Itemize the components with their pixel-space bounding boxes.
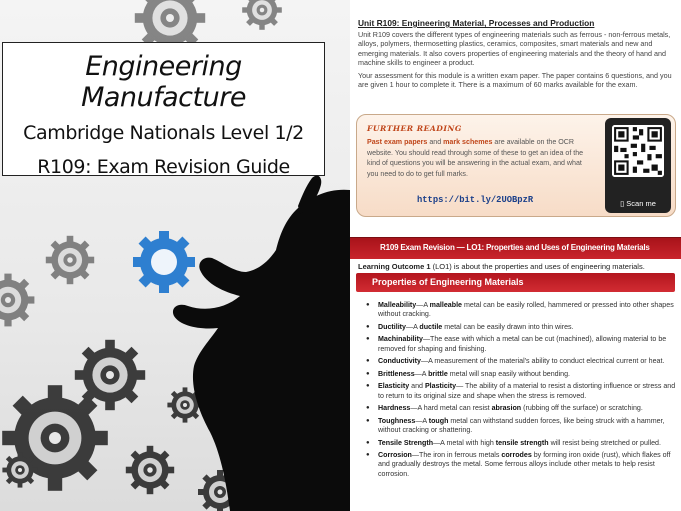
qr-code-card[interactable]	[605, 118, 671, 213]
properties-heading: Properties of Engineering Materials	[372, 277, 524, 287]
cover-guide-title: R109: Exam Revision Guide	[37, 156, 290, 178]
further-reading-heading: FURTHER READING	[367, 124, 462, 133]
list-item: ● Hardness—A hard metal can resist abrasion (rubbing off the surface) or scratching.	[366, 404, 678, 413]
cover-title: Engineering Manufacture	[81, 51, 246, 113]
list-item: ● Ductility—A ductile metal can be easily drawn into thin wires.	[366, 323, 678, 332]
unit-intro: Unit R109 covers the different types of engineering materials such as ferrous - non-ferrous metals, alloys, polymers, thermosetting plastics, ceramics, composites, smart materials and new and emerging materials. It also covers properties of engineering materials and the theory of hand and machine skills to engineer a product.	[358, 30, 671, 67]
list-item: ● Corrosion—The iron in ferrous metals corrodes by forming iron oxide (rust), which flakes off and gradually destroys the metal. Some ferrous alloys include other metals to help resist corrosion.	[366, 451, 678, 479]
lo1-banner	[350, 237, 681, 259]
revision-document	[350, 0, 681, 511]
list-item: ● Elasticity and Plasticity— The ability of a material to resist a distorting influence or stress and to return to its original size and shape when the stress is removed.	[366, 382, 678, 400]
lo1-banner-text: R109 Exam Revision — LO1: Properties and Uses of Engineering Materials	[380, 243, 650, 252]
list-item: ● Malleability—A malleable metal can be easily rolled, hammered or pressed into other shapes without cracking.	[366, 301, 678, 319]
scan-me-label: ▯ Scan me	[620, 199, 656, 208]
list-item: ● Machinability—The ease with which a metal can be cut (machined), allowing material to be removed for shaping and finishing.	[366, 335, 678, 353]
list-item: ● Conductivity—A measurement of the material's ability to conduct electrical current or heat.	[366, 357, 678, 366]
lo1-intro: Learning Outcome 1 (LO1) is about the properties and uses of engineering materials.	[358, 262, 645, 271]
list-item: ● Tensile Strength—A metal with high tensile strength will resist being stretched or pulled.	[366, 439, 678, 448]
assessment-info: Your assessment for this module is a written exam paper. The paper contains 6 questions, and you are given 1 hour to complete it. There is a maximum of 60 marks available for the exam.	[358, 71, 672, 90]
list-item: ● Toughness—A tough metal can withstand sudden forces, like being struck with a hammer, without cracking or shattering.	[366, 417, 678, 435]
unit-title: Unit R109: Engineering Material, Processes and Production	[358, 18, 595, 28]
further-reading-link[interactable]: https://bit.ly/2UOBpzR	[417, 195, 534, 205]
qr-code-icon	[612, 125, 664, 177]
further-reading-text: Past exam papers and mark schemes are available on the OCR website. You should read through some of these to get an idea of the kind of questions you will be answering in the actual exam, and what you need to do to get full marks.	[367, 138, 584, 178]
further-reading-box	[356, 114, 676, 217]
cover-subtitle: Cambridge Nationals Level 1/2	[23, 122, 304, 144]
properties-heading-band	[356, 273, 675, 292]
properties-list	[366, 301, 678, 482]
list-item: ● Brittleness—A brittle metal will snap easily without bending.	[366, 370, 678, 379]
